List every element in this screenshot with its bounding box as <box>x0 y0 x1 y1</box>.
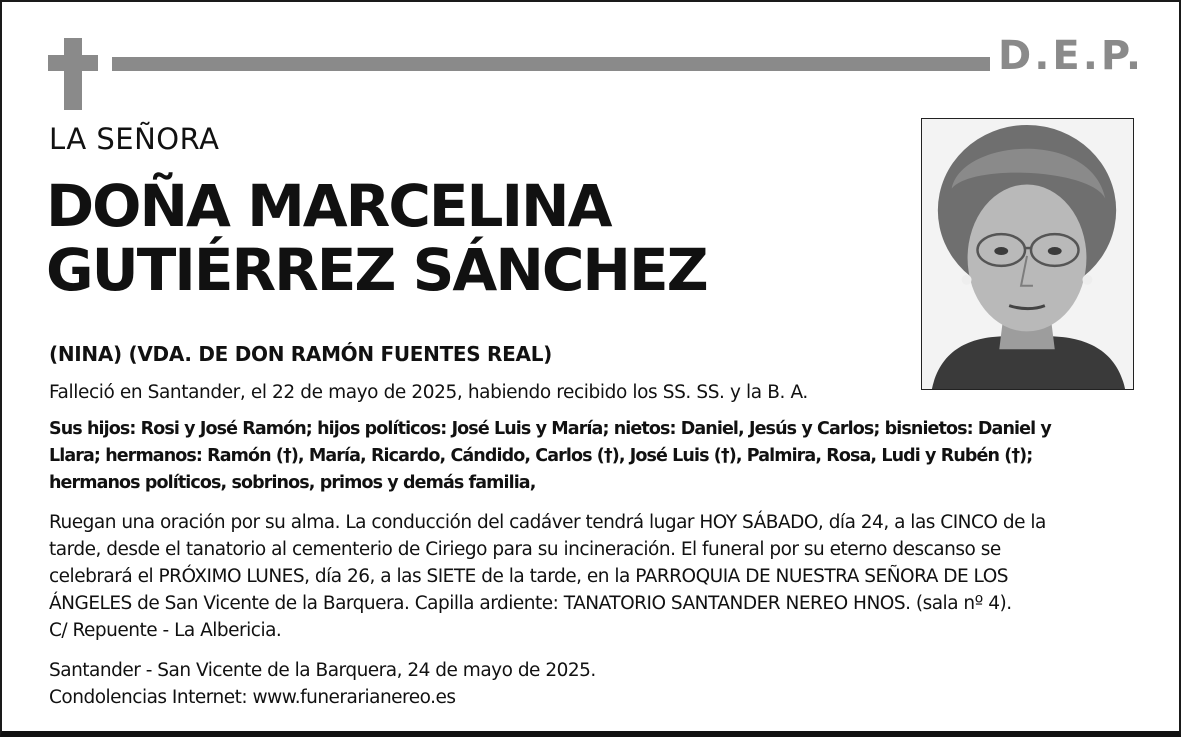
announcement-line: celebrará el PRÓXIMO LUNES, día 26, a las SIETE de la tarde, en la PARROQUIA DE NUESTRA SEÑORA DE LOS <box>49 566 1009 587</box>
condolences-line: Condolencias Internet: www.funerarianereo.es <box>49 687 456 708</box>
deceased-name-line1: DOÑA MARCELINA <box>46 172 611 240</box>
funeral-announcement <box>49 509 1149 644</box>
nickname-widow-line: (NINA) (VDA. DE DON RAMÓN FUENTES REAL) <box>49 342 552 366</box>
family-line: Llara; hermanos: Ramón (†), María, Ricardo, Cándido, Carlos (†), José Luis (†), Palmira, Rosa, Ludi y Rubén (†); <box>49 446 1033 466</box>
place-date: Santander - San Vicente de la Barquera, 24 de mayo de 2025. <box>49 660 596 681</box>
death-notice: Falleció en Santander, el 22 de mayo de 2025, habiendo recibido los SS. SS. y la B. A. <box>49 382 808 403</box>
dep-label: D.E.P. <box>998 33 1145 79</box>
family-list <box>49 416 1149 497</box>
announcement-line: ÁNGELES de San Vicente de la Barquera. Capilla ardiente: TANATORIO SANTANDER NEREO HNOS. (sala nº 4). <box>49 593 1012 614</box>
closing-block <box>49 657 596 711</box>
announcement-line: C/ Repuente - La Albericia. <box>49 620 282 641</box>
latin-cross-icon <box>64 38 82 110</box>
family-line: Sus hijos: Rosi y José Ramón; hijos políticos: José Luis y María; nietos: Daniel, Jesús y Carlos; bisnietos: Daniel y <box>49 419 1051 439</box>
header-rule <box>112 57 990 71</box>
family-line: hermanos políticos, sobrinos, primos y demás familia, <box>49 473 536 493</box>
announcement-line: tarde, desde el tanatorio al cementerio de Ciriego para su incineración. El funeral por su eterno descanso se <box>49 539 1001 560</box>
latin-cross-icon-bar <box>48 55 98 71</box>
honorific-prefix: LA SEÑORA <box>49 122 220 156</box>
portrait-illustration <box>922 119 1133 389</box>
announcement-line: Ruegan una oración por su alma. La conducción del cadáver tendrá lugar HOY SÁBADO, día 24, a las CINCO de la <box>49 512 1046 533</box>
portrait-photo <box>921 118 1134 390</box>
deceased-name <box>46 174 707 302</box>
deceased-name-line2: GUTIÉRREZ SÁNCHEZ <box>46 236 707 304</box>
